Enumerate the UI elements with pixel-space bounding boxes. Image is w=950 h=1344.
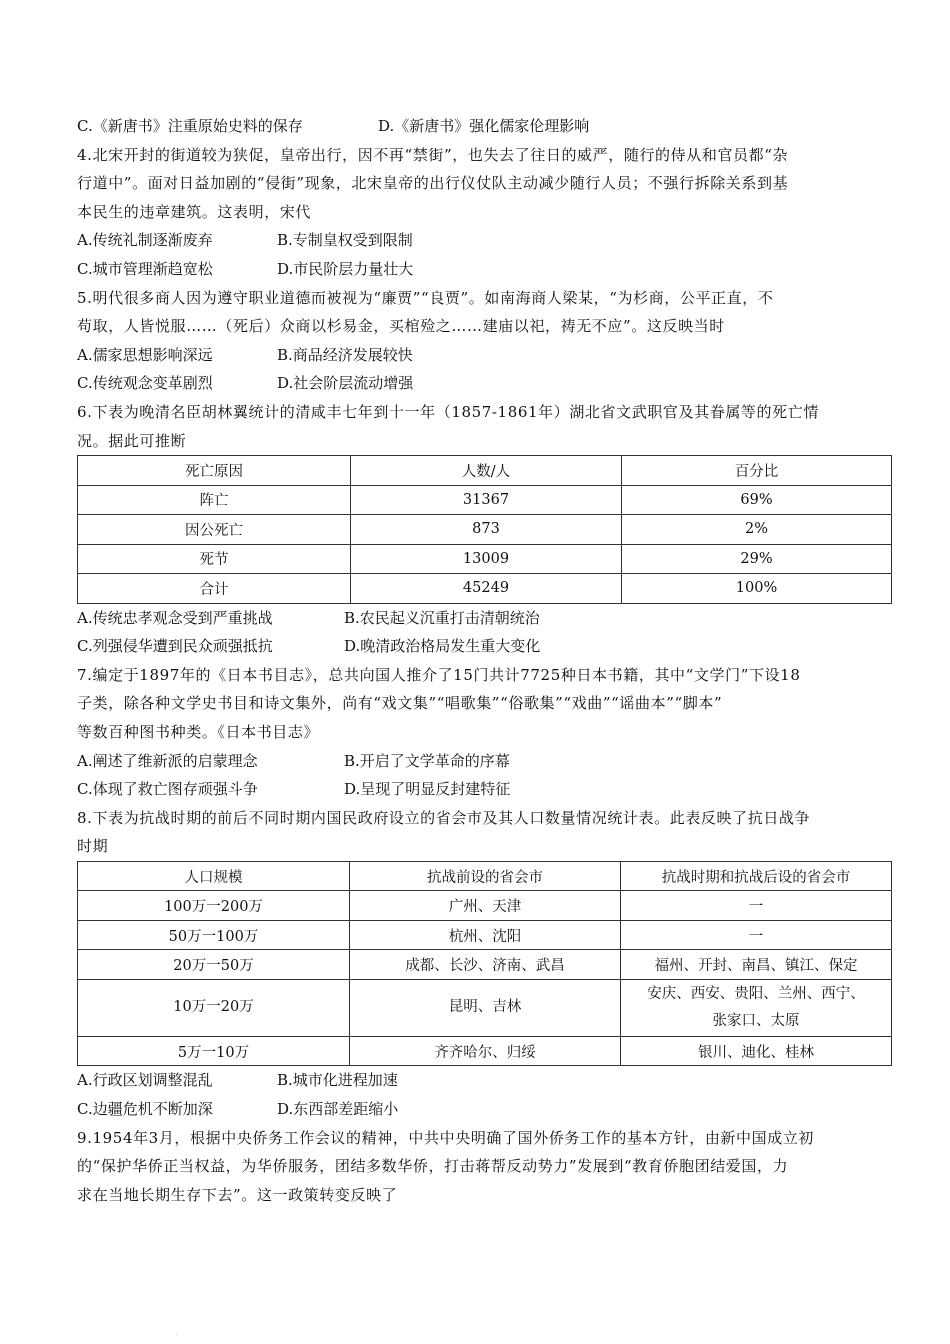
- q3-options-cd: [77, 112, 892, 141]
- table-cell-line: 安庆、西安、贵阳、兰州、西宁、: [647, 985, 865, 1002]
- q6-option-a: A.传统忠孝观念受到严重挑战: [77, 608, 273, 627]
- table-row: [78, 515, 892, 545]
- scan-mark: ·: [175, 1330, 178, 1339]
- q6-stem-line: 况。据此可推断: [77, 431, 187, 450]
- q7-stem-line: 7.编定于1897年的《日本书目志》，总共向国人推介了15门共计7725种日本书籍，其中“文学门”下设18: [77, 665, 801, 684]
- q6-stem-line: 6.下表为晚清名臣胡林翼统计的清咸丰七年到十一年（1857-1861年）湖北省文武职官及其眷属等的死亡情: [77, 402, 819, 421]
- q8-capital-table: [77, 861, 892, 1067]
- q8-stem-line: 8.下表为抗战时期的前后不同时期内国民政府设立的省会市及其人口数量情况统计表。此表反映了抗日战争: [77, 808, 811, 827]
- table-cell: 杭州、沈阳: [350, 920, 621, 950]
- q9-stem-line: 9.1954年3月，根据中央侨务工作会议的精神，中共中央明确了国外侨务工作的基本方针，由新中国成立初: [77, 1128, 815, 1147]
- table-cell: 69%: [622, 485, 892, 515]
- q4-options-cd: [77, 255, 892, 284]
- q9-stem-line: 求在当地长期生存下去”。这一政策转变反映了: [77, 1185, 398, 1204]
- table-row: [78, 574, 892, 604]
- table-cell: 银川、迪化、桂林: [621, 1036, 892, 1066]
- q6-death-table: [77, 455, 892, 604]
- table-cell: 广州、天津: [350, 891, 621, 921]
- q4-option-c: C.城市管理渐趋宽松: [77, 259, 213, 278]
- q8-option-a: A.行政区划调整混乱: [77, 1071, 213, 1090]
- q7-stem-line: 等数百种图书种类。《日本书目志》: [77, 723, 320, 741]
- q4-stem-line: 本民生的违章建筑。这表明，宋代: [77, 202, 312, 221]
- table-cell: 阵亡: [78, 485, 351, 515]
- q7-option-a: A.阐述了维新派的启蒙理念: [77, 751, 258, 770]
- q5-option-c: C.传统观念变革剧烈: [77, 374, 213, 393]
- q5-option-a: A.儒家思想影响深远: [77, 345, 213, 364]
- table-header-cell: 人数/人: [351, 456, 622, 486]
- table-cell: 合计: [78, 574, 351, 604]
- table-cell: 福州、开封、南昌、镇江、保定: [621, 950, 892, 980]
- table-header-cell: 百分比: [622, 456, 892, 486]
- q8-option-d: D.东西部差距缩小: [277, 1100, 399, 1119]
- table-cell: 10万一20万: [78, 979, 350, 1036]
- q4-options-ab: [77, 226, 892, 255]
- q5-stem-line: 苟取，人皆悦服……（死后）众商以杉易金，买棺殓之……建庙以祀，祷无不应”。这反映当时: [77, 317, 725, 336]
- q8-option-b: B.城市化进程加速: [277, 1071, 398, 1090]
- q6-option-c: C.列强侵华遭到民众顽强抵抗: [77, 637, 273, 656]
- table-row: [78, 891, 892, 921]
- q7-option-d: D.呈现了明显反封建特征: [344, 780, 511, 799]
- table-header-cell: 死亡原因: [78, 456, 351, 486]
- q4-option-d: D.市民阶层力量壮大: [277, 259, 414, 278]
- q4-option-b: B.专制皇权受到限制: [277, 231, 413, 250]
- table-cell: 一: [621, 920, 892, 950]
- table-header-row: [78, 456, 892, 486]
- q5-stem-line: 5.明代很多商人因为遵守职业道德而被视为“廉贾”“良贾”。如南海商人梁某，“为杉商，公平正直，不: [77, 288, 774, 307]
- table-header-cell: 抗战时期和抗战后设的省会市: [621, 861, 892, 891]
- q8-option-c: C.边疆危机不断加深: [77, 1100, 213, 1119]
- q6-option-b: B.农民起义沉重打击清朝统治: [344, 608, 540, 627]
- table-header-cell: 人口规模: [78, 861, 350, 891]
- q9-stem-line: 的“保护华侨正当权益，为华侨服务，团结多数华侨，打击蒋帮反动势力”发展到“教育侨胞团结爱国，力: [77, 1157, 789, 1176]
- table-cell: 成都、长沙、济南、武昌: [350, 950, 621, 980]
- table-cell: 13009: [351, 544, 622, 574]
- q4-stem-line: 行道中”。面对日益加剧的“侵街”现象，北宋皇帝的出行仪仗队主动减少随行人员；不强行拆除关系到基: [77, 174, 789, 193]
- table-row: [78, 950, 892, 980]
- q6-option-d: D.晚清政治格局发生重大变化: [344, 637, 541, 656]
- table-row: [78, 979, 892, 1036]
- q5-option-d: D.社会阶层流动增强: [277, 374, 414, 393]
- table-row: [78, 920, 892, 950]
- table-cell: 因公死亡: [78, 515, 351, 545]
- q7-stem-line: 子类，除各种文学史书目和诗文集外，尚有“戏文集”“唱歌集”“俗歌集”“戏曲”“谣曲本”“脚本”: [77, 694, 723, 713]
- table-cell: 50万一100万: [78, 920, 350, 950]
- table-cell: [621, 979, 892, 1036]
- table-cell: 5万一10万: [78, 1036, 350, 1066]
- table-row: [78, 485, 892, 515]
- table-cell: 一: [621, 891, 892, 921]
- table-cell: 45249: [351, 574, 622, 604]
- table-cell: 100万一200万: [78, 891, 350, 921]
- q3-option-d: D.《新唐书》强化儒家伦理影响: [378, 117, 590, 135]
- q8-options-ab: [77, 1066, 892, 1095]
- table-cell: 20万一50万: [78, 950, 350, 980]
- table-cell: 昆明、吉林: [350, 979, 621, 1036]
- table-cell: 31367: [351, 485, 622, 515]
- table-cell: 873: [351, 515, 622, 545]
- exam-page: [77, 112, 892, 1209]
- table-row: [78, 544, 892, 574]
- table-header-row: [78, 861, 892, 891]
- q3-option-c: C.《新唐书》注重原始史料的保存: [77, 117, 303, 135]
- q8-stem-line: 时期: [77, 837, 109, 856]
- table-row: [78, 1036, 892, 1066]
- q5-options-cd: [77, 369, 892, 398]
- q8-options-cd: [77, 1095, 892, 1124]
- q7-options-ab: [77, 747, 892, 776]
- table-cell: 100%: [622, 574, 892, 604]
- q4-stem-line: 4.北宋开封的街道较为狭促，皇帝出行，因不再“禁街”，也失去了往日的威严，随行的侍从和官员都“杂: [77, 145, 789, 164]
- q5-options-ab: [77, 341, 892, 370]
- q7-option-b: B.开启了文学革命的序幕: [344, 751, 510, 770]
- table-cell: 29%: [622, 544, 892, 574]
- q6-options-cd: [77, 632, 892, 661]
- table-cell: 齐齐哈尔、归绥: [350, 1036, 621, 1066]
- q5-option-b: B.商品经济发展较快: [277, 345, 413, 364]
- table-cell-line: 张家口、太原: [712, 1012, 800, 1029]
- q7-options-cd: [77, 775, 892, 804]
- q7-option-c: C.体现了救亡图存顽强斗争: [77, 780, 258, 799]
- table-cell: 2%: [622, 515, 892, 545]
- q6-options-ab: [77, 604, 892, 633]
- table-cell: 死节: [78, 544, 351, 574]
- q4-option-a: A.传统礼制逐渐废弃: [77, 231, 213, 250]
- table-header-cell: 抗战前设的省会市: [350, 861, 621, 891]
